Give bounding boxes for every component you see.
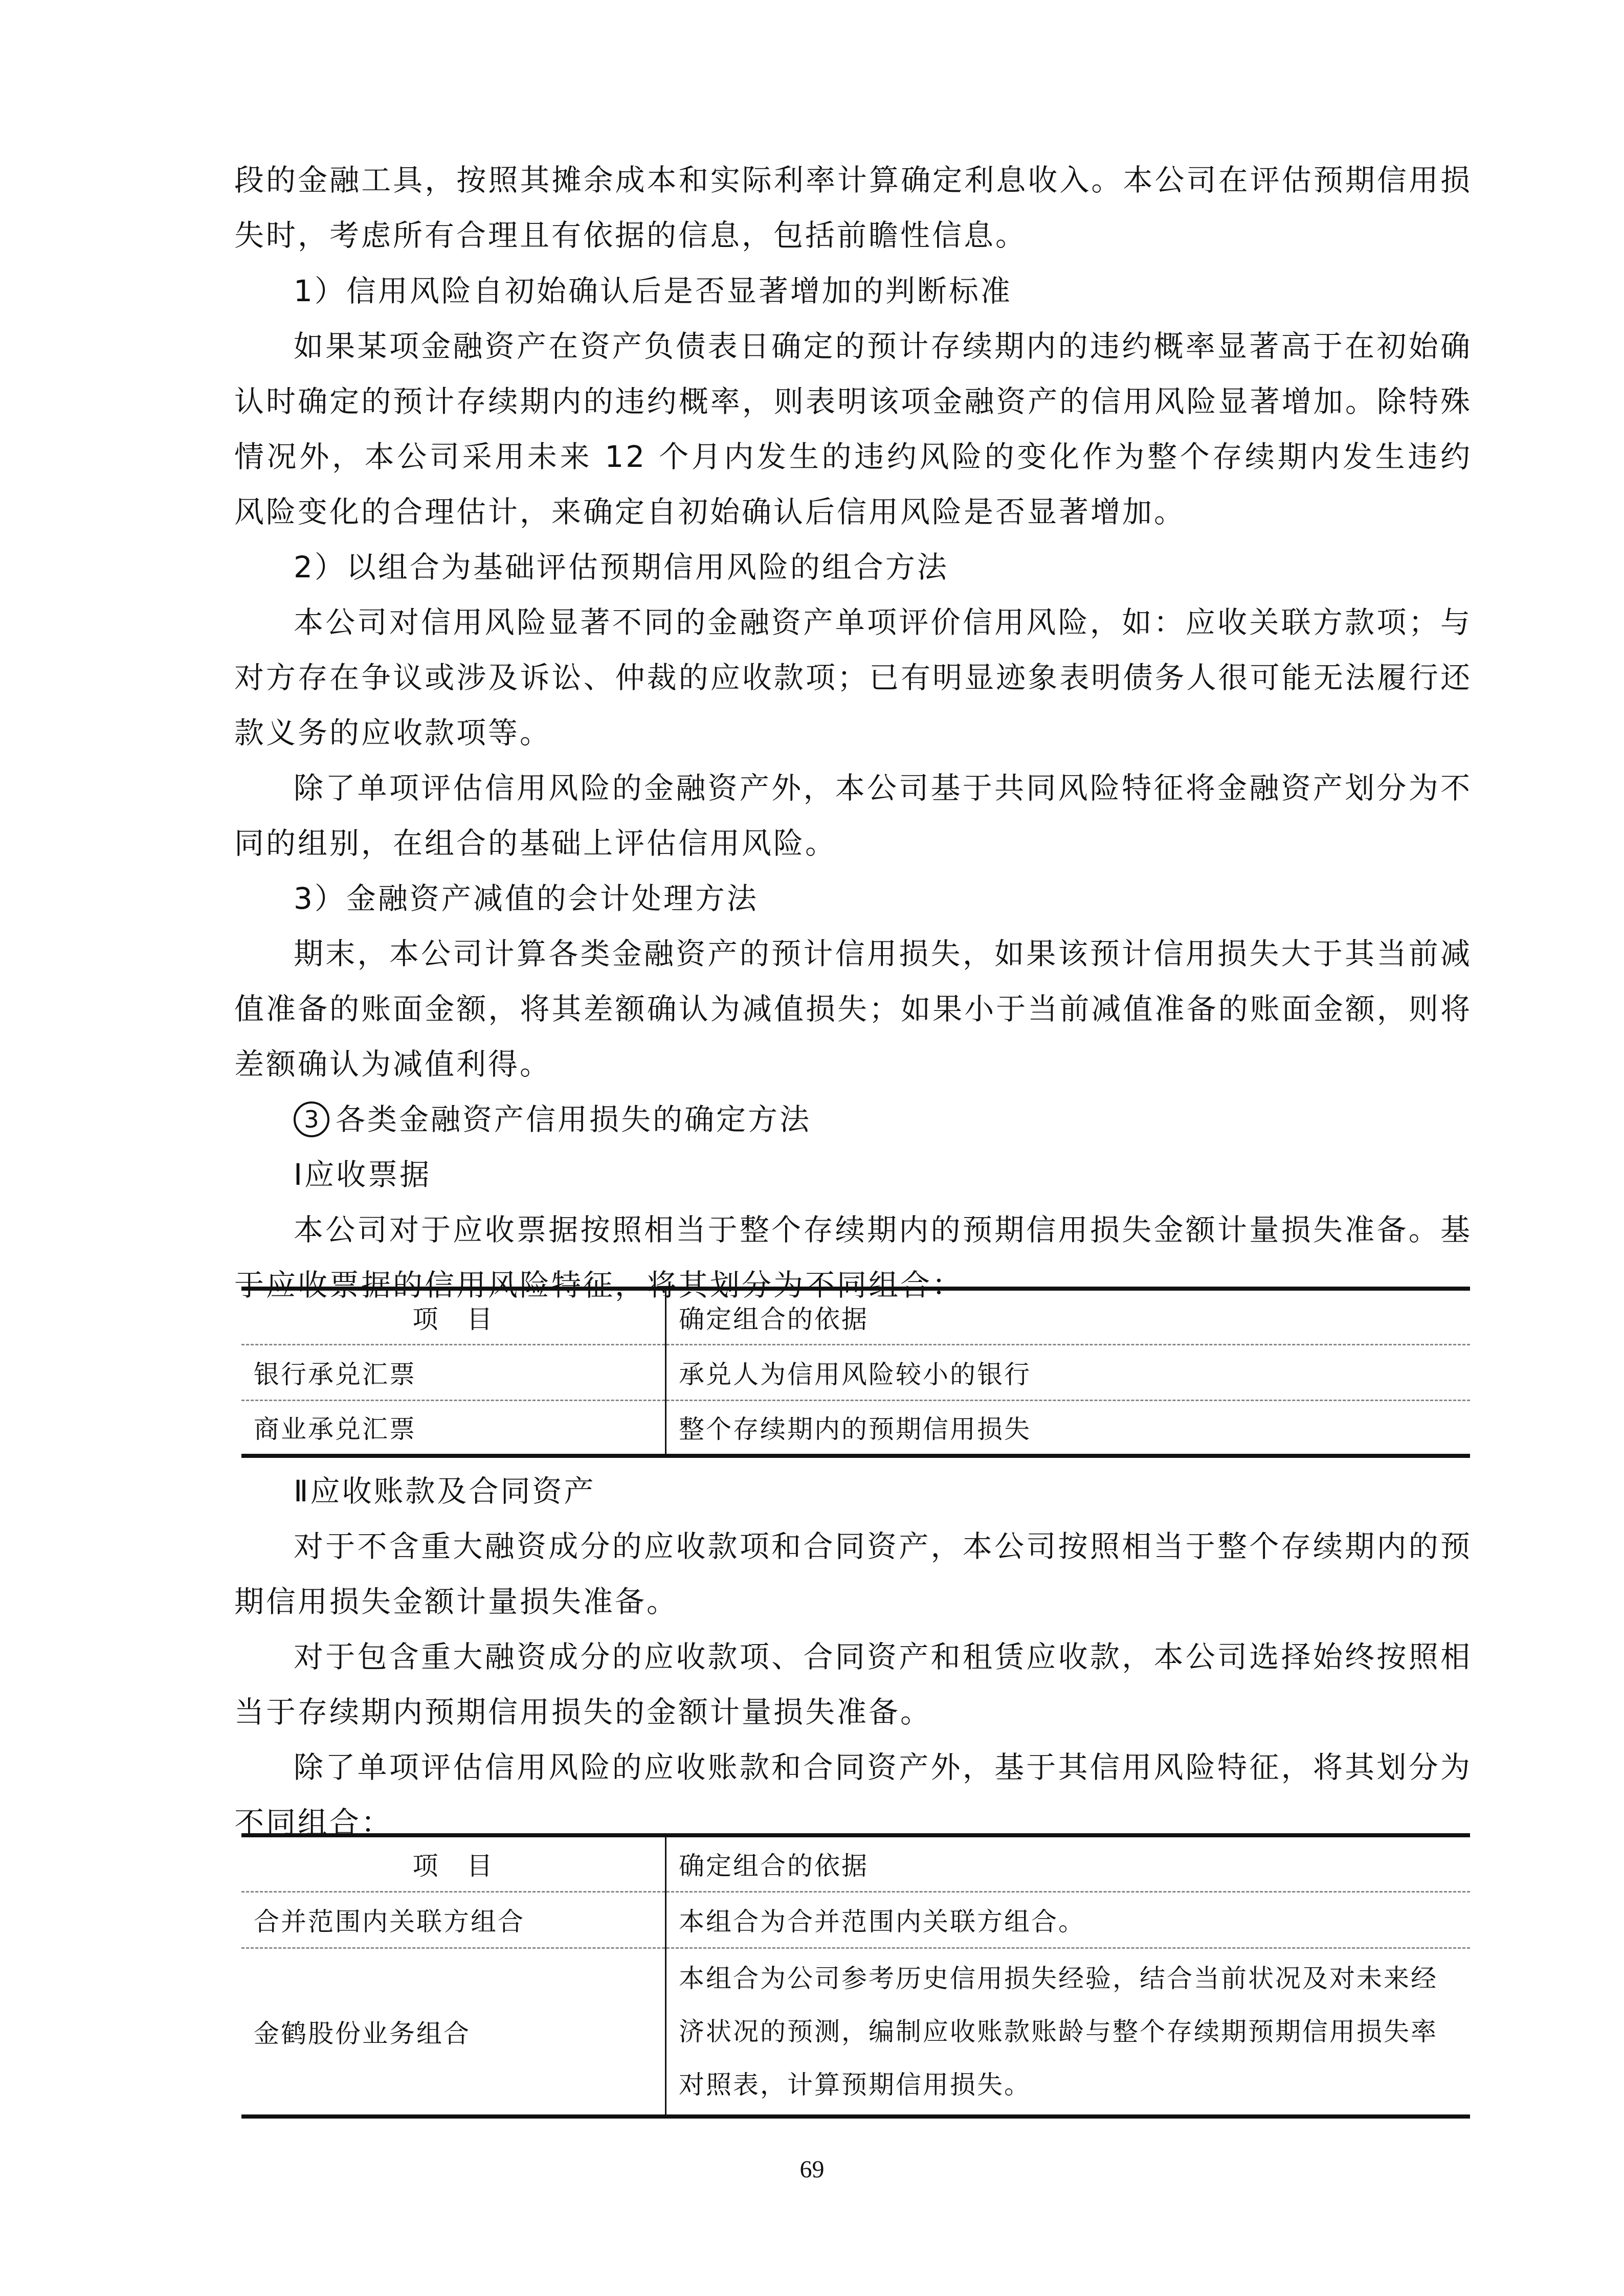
paragraph-group-assessment: 除了单项评估信用风险的金融资产外，本公司基于共同风险特征将金融资产划分为不同的组别，在组合的基础上评估信用风险。 <box>234 771 1472 861</box>
paragraph-receivable-grouping: 除了单项评估信用风险的应收账款和合同资产外，基于其信用风险特征，将其划分为不同组合： <box>234 1750 1472 1840</box>
table-header-row <box>241 1835 1470 1892</box>
paragraph-no-financing-component: 对于不含重大融资成分的应收款项和合同资产，本公司按照相当于整个存续期内的预期信用损失金额计量损失准备。 <box>234 1529 1472 1619</box>
table-row <box>241 1400 1470 1456</box>
table-row <box>241 1892 1470 1948</box>
table-header-cell: 确定组合的依据 <box>666 1289 1471 1344</box>
heading-credit-risk-criteria: 1）信用风险自初始确认后是否显著增加的判断标准 <box>294 274 1012 308</box>
heading-accounts-receivable: Ⅱ应收账款及合同资产 <box>294 1474 596 1509</box>
table-row <box>241 1344 1470 1400</box>
heading-credit-loss-methods-text: 各类金融资产信用损失的确定方法 <box>336 1102 812 1137</box>
table-row <box>241 1948 1470 2117</box>
table-cell: 承兑人为信用风险较小的银行 <box>666 1344 1471 1400</box>
table-header-cell: 确定组合的依据 <box>666 1835 1471 1892</box>
table-cell: 合并范围内关联方组合 <box>241 1892 666 1948</box>
table-cell: 银行承兑汇票 <box>241 1344 666 1400</box>
heading-notes-receivable: Ⅰ应收票据 <box>294 1157 432 1192</box>
paragraph-notes-receivable: 本公司对于应收票据按照相当于整个存续期内的预期信用损失金额计量损失准备。基于应收票据的信用风险特征，将其划分为不同组合： <box>234 1212 1472 1302</box>
table-header-row <box>241 1289 1470 1344</box>
paragraph-impairment-loss: 期末，本公司计算各类金融资产的预计信用损失，如果该预计信用损失大于其当前减值准备的账面金额，将其差额确认为减值损失；如果小于当前减值准备的账面金额，则将差额确认为减值利得。 <box>234 936 1472 1082</box>
table-cell: 本组合为公司参考历史信用损失经验，结合当前状况及对未来经济状况的预测，编制应收账款账龄与整个存续期预期信用损失率对照表，计算预期信用损失。 <box>666 1948 1471 2117</box>
paragraph-with-financing-component: 对于包含重大融资成分的应收款项、合同资产和租赁应收款，本公司选择始终按照相当于存续期内预期信用损失的金额计量损失准备。 <box>234 1639 1472 1729</box>
table-header-cell: 项 目 <box>241 1289 666 1344</box>
heading-credit-loss-methods <box>294 1092 811 1147</box>
circled-number-badge: 3 <box>294 1101 329 1137</box>
table-cell: 整个存续期内的预期信用损失 <box>666 1400 1471 1456</box>
paragraph-individual-assessment: 本公司对信用风险显著不同的金融资产单项评价信用风险，如：应收关联方款项；与对方存在争议或涉及诉讼、仲裁的应收款项；已有明显迹象表明债务人很可能无法履行还款义务的应收款项等。 <box>234 605 1472 750</box>
notes-receivable-table <box>241 1287 1470 1458</box>
page-number: 69 <box>799 2156 825 2183</box>
heading-impairment-accounting: 3）金融资产减值的会计处理方法 <box>294 881 759 916</box>
table-header-cell: 项 目 <box>241 1835 666 1892</box>
heading-portfolio-method: 2）以组合为基础评估预期信用风险的组合方法 <box>294 550 949 584</box>
table-cell: 商业承兑汇票 <box>241 1400 666 1456</box>
table-cell: 金鹤股份业务组合 <box>241 1948 666 2117</box>
table-cell: 本组合为合并范围内关联方组合。 <box>666 1892 1471 1948</box>
paragraph-default-probability: 如果某项金融资产在资产负债表日确定的预计存续期内的违约概率显著高于在初始确认时确定的预计存续期内的违约概率，则表明该项金融资产的信用风险显著增加。除特殊情况外，本公司采用未来 12 个月内发生的违约风险的变化作为整个存续期内发生违约风险变化的合理估计，来确定自初始确认后信用风险是否显著增加。 <box>234 329 1472 529</box>
paragraph-interest-income: 段的金融工具，按照其摊余成本和实际利率计算确定利息收入。本公司在评估预期信用损失时，考虑所有合理且有依据的信息，包括前瞻性信息。 <box>234 163 1472 253</box>
accounts-receivable-table <box>241 1833 1470 2119</box>
